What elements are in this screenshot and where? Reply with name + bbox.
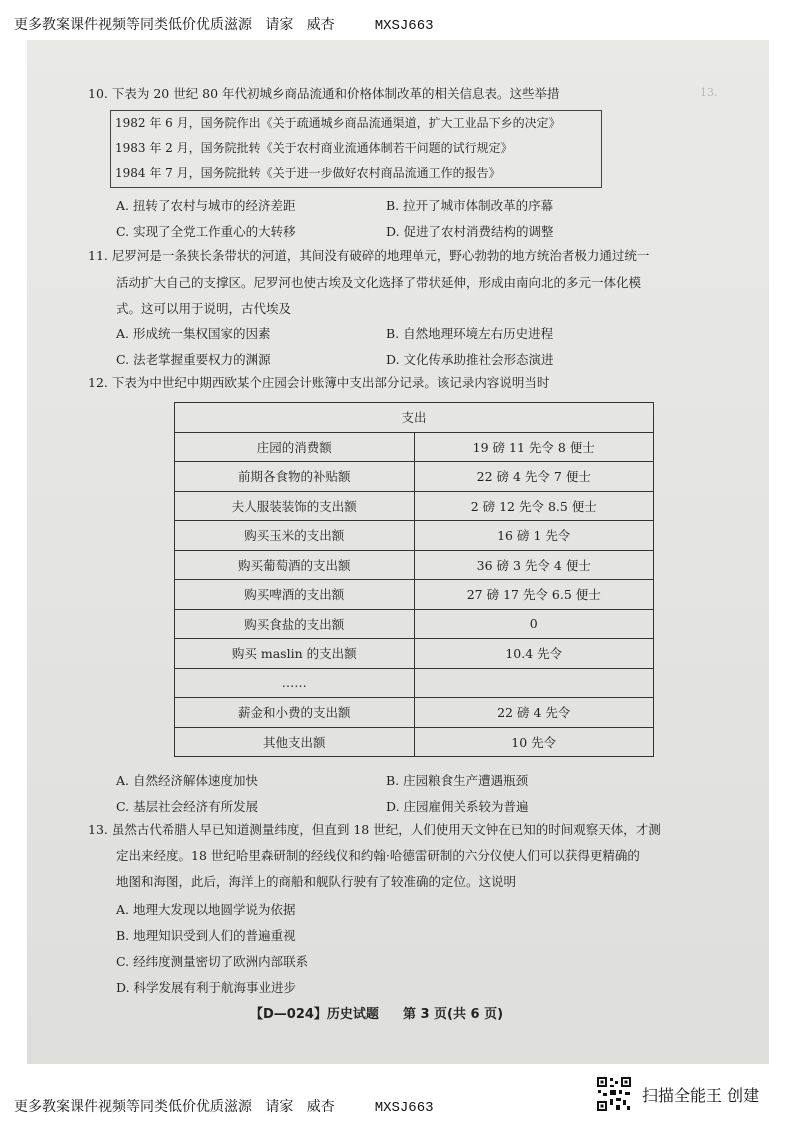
expense-amount: 0 [414,609,654,639]
table-header-row [175,403,654,433]
table-header: 支出 [175,403,654,433]
q13-stem-line1: 13. 虽然古代希腊人早已知道测量纬度，但直到 18 世纪，人们使用天文钟在已知的时间观察天体，才测 [88,822,661,837]
q12-option-d: D. 庄园雇佣关系较为普遍 [386,799,529,814]
expense-amount [414,668,654,698]
expense-amount: 19 磅 11 先令 8 便士 [414,432,654,462]
banner-code: MXSJ663 [374,18,434,34]
q11-stem-line3: 式。这可以用于说明，古代埃及 [116,301,292,316]
q12-option-c: C. 基层社会经济有所发展 [116,799,259,814]
expense-item: …… [175,668,415,698]
q10-box-line: 1984 年 7 月，国务院批转《关于进一步做好农村商品流通工作的报告》 [115,166,501,180]
banner-code: MXSJ663 [374,1100,434,1116]
expense-amount: 10.4 先令 [414,639,654,669]
table-row [175,727,654,757]
q11-option-c: C. 法老掌握重要权力的渊源 [116,352,271,367]
expense-item: 购买食盐的支出额 [175,609,415,639]
expense-amount: 36 磅 3 先令 4 便士 [414,550,654,580]
table-row [175,639,654,669]
table-row [175,521,654,551]
expense-amount: 16 磅 1 先令 [414,521,654,551]
q12-option-a: A. 自然经济解体速度加快 [116,773,258,788]
q11-option-d: D. 文化传承助推社会形态演进 [386,352,554,367]
page-number: 第 3 页(共 6 页) [402,1007,504,1022]
expense-item: 其他支出额 [175,727,415,757]
banner-text: 更多教案课件视频等同类低价优质滋源 请家 威杏 [14,1099,335,1115]
bleed-through-text: 13. [700,86,718,99]
banner-text: 更多教案课件视频等同类低价优质滋源 请家 威杏 [14,17,335,33]
q11-option-a: A. 形成统一集权国家的因素 [116,326,271,341]
bottom-banner [14,1096,434,1116]
table-body [175,432,654,757]
q10-option-d: D. 促进了农村消费结构的调整 [386,224,554,239]
q11-stem-line1: 11. 尼罗河是一条狭长条带状的河道，其间没有破碎的地理单元，野心勃勃的地方统治者极力通过统一 [88,248,650,263]
expense-item: 庄园的消费额 [175,432,415,462]
q13-option-d: D. 科学发展有利于航海事业进步 [116,980,297,995]
expense-item: 购买啤酒的支出额 [175,580,415,610]
expense-item: 购买玉米的支出额 [175,521,415,551]
q12-stem: 12. 下表为中世纪中期西欧某个庄园会计账簿中支出部分记录。该记录内容说明当时 [88,375,550,390]
q12-option-b: B. 庄园粮食生产遭遇瓶颈 [386,773,529,788]
q10-option-a: A. 扭转了农村与城市的经济差距 [116,198,296,213]
table-row [175,432,654,462]
expense-amount: 22 磅 4 先令 7 便士 [414,462,654,492]
expense-item: 薪金和小费的支出额 [175,698,415,728]
q11-option-b: B. 自然地理环境左右历史进程 [386,326,554,341]
q13-option-c: C. 经纬度测量密切了欧洲内部联系 [116,954,309,969]
table-row [175,462,654,492]
table-row [175,550,654,580]
expense-item: 夫人服装装饰的支出额 [175,491,415,521]
expense-amount: 27 磅 17 先令 6.5 便士 [414,580,654,610]
top-banner [14,14,434,34]
q12-expense-table [174,402,654,757]
qr-code-icon [596,1076,632,1112]
q13-option-a: A. 地理大发现以地圆学说为依据 [116,902,296,917]
q13-stem-line3: 地图和海图，此后，海洋上的商船和舰队行驶有了较准确的定位。这说明 [116,874,517,889]
page-footer [250,1003,527,1022]
table-row [175,580,654,610]
q13-option-b: B. 地理知识受到人们的普遍重视 [116,928,296,943]
expense-amount: 22 磅 4 先令 [414,698,654,728]
table-row [175,609,654,639]
expense-item: 购买葡萄酒的支出额 [175,550,415,580]
expense-amount: 2 磅 12 先令 8.5 便士 [414,491,654,521]
q10-option-c: C. 实现了全党工作重心的大转移 [116,224,296,239]
table-row [175,668,654,698]
q10-stem: 10. 下表为 20 世纪 80 年代初城乡商品流通和价格体制改革的相关信息表。这些举措 [88,86,560,101]
table-row [175,698,654,728]
scanner-watermark: 扫描全能王 创建 [642,1086,760,1105]
expense-item: 购买 maslin 的支出额 [175,639,415,669]
expense-amount: 10 先令 [414,727,654,757]
q10-info-box [110,110,602,188]
q11-stem-line2: 活动扩大自己的支撑区。尼罗河也使古埃及文化选择了带状延伸，形成由南向北的多元一体化模 [116,275,642,290]
exam-code: 【D—024】历史试题 [250,1007,379,1022]
q10-box-line: 1982 年 6 月，国务院作出《关于疏通城乡商品流通渠道，扩大工业品下乡的决定》 [115,116,561,130]
q10-option-b: B. 拉开了城市体制改革的序幕 [386,198,554,213]
table-row [175,491,654,521]
q10-box-line: 1983 年 2 月，国务院批转《关于农村商业流通体制若干问题的试行规定》 [115,141,513,155]
q13-stem-line2: 定出来经度。18 世纪哈里森研制的经线仪和约翰·哈德雷研制的六分仪使人们可以获得更精确的 [116,848,640,863]
expense-item: 前期各食物的补贴额 [175,462,415,492]
